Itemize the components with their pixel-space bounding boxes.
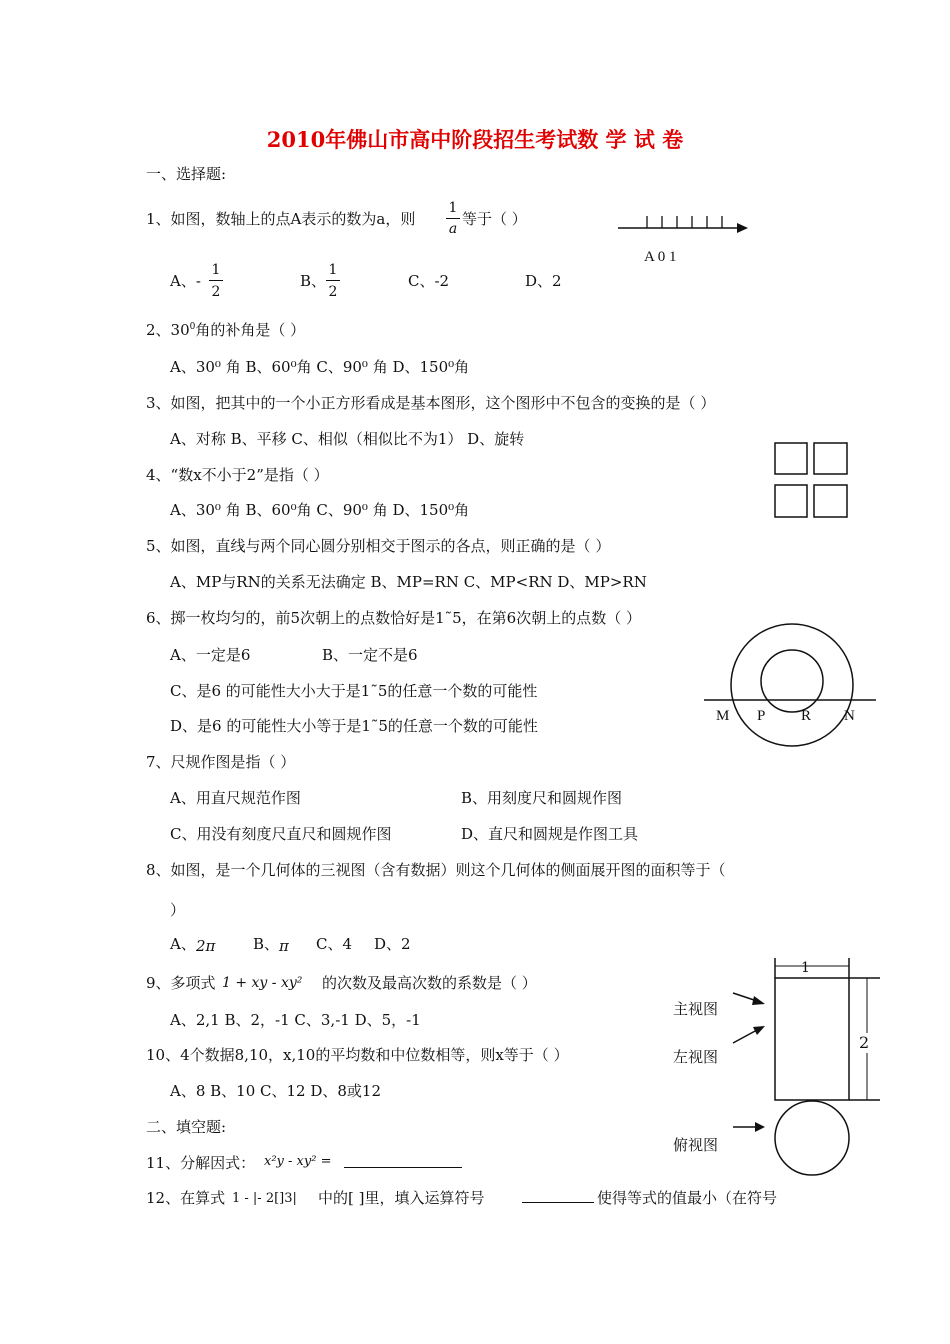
q5-options: A、MP与RN的关系无法确定 B、MP=RN C、MP<RN D、MP>RN: [170, 573, 647, 591]
q5-stem: 5、如图，直线与两个同心圆分别相交于图示的各点，则正确的是（ ）: [146, 537, 611, 555]
q9-stem-end: 的次数及最高次数的系数是（ ）: [322, 974, 537, 992]
circle-label-r: R: [801, 708, 812, 724]
q1-option-b-prefix: B、: [300, 272, 327, 290]
four-squares-figure: [775, 443, 847, 517]
circle-label-n: N: [844, 708, 855, 724]
q12-stem: 12、在算式: [146, 1189, 226, 1207]
q12-math: 1 - |- 2[]3|: [232, 1191, 297, 1206]
q1-stem-end: 等于（ ）: [462, 210, 527, 228]
q6-option-a: A、一定是6: [170, 646, 251, 664]
q8-option-b-math: π: [279, 937, 289, 955]
q12-answer-blank[interactable]: [522, 1202, 594, 1203]
q8-option-a: A、: [170, 935, 196, 953]
q10-stem: 10、4个数据8,10，x,10的平均数和中位数相等，则x等于（ ）: [146, 1046, 569, 1064]
q9-options: A、2,1 B、2，-1 C、3,-1 D、5，-1: [170, 1011, 421, 1029]
q3-options: A、对称 B、平移 C、相似（相似比不为1） D、旋转: [170, 430, 525, 448]
q9-stem: 9、多项式: [146, 974, 216, 992]
q6-option-c: C、是6 的可能性大小大于是1˜5的任意一个数的可能性: [170, 682, 538, 700]
q8-stem-end: ）: [170, 901, 186, 919]
q1-stem: 1、如图，数轴上的点A表示的数为a，则: [146, 210, 416, 228]
q7-option-d: D、直尺和圆规是作图工具: [461, 825, 639, 843]
circle-label-p: P: [757, 708, 766, 724]
concentric-circles-figure: [704, 624, 876, 746]
exam-title: 2010年佛山市高中阶段招生考试数 学 试 卷: [266, 127, 684, 152]
q12-stem-end: 使得等式的值最小（在符号: [597, 1189, 778, 1207]
dimension-height-label: 2: [859, 1033, 870, 1052]
three-views-figure: [733, 958, 880, 1175]
q8-option-a-math: 2π: [196, 937, 216, 955]
q8-option-b: B、: [253, 935, 280, 953]
q12-stem-mid: 中的[ ]里，填入运算符号: [318, 1189, 485, 1207]
q2-stem: [146, 320, 305, 340]
top-view-label: 俯视图: [673, 1136, 719, 1154]
q7-option-c: C、用没有刻度尺直尺和圆规作图: [170, 825, 392, 843]
q6-option-d: D、是6 的可能性大小等于是1˜5的任意一个数的可能性: [170, 717, 538, 735]
q6-option-b: B、一定不是6: [322, 646, 418, 664]
q3-stem: 3、如图，把其中的一个小正方形看成是基本图形，这个图形中不包含的变换的是（ ）: [146, 394, 716, 412]
q2-options: A、30⁰ 角 B、60⁰角 C、90⁰ 角 D、150⁰角: [170, 358, 470, 376]
q8-option-d: D、2: [374, 935, 411, 953]
q2-stem-end: 角的补角是（ ）: [195, 321, 306, 339]
q1-option-d: D、2: [525, 272, 562, 290]
q1-frac-num: 1: [448, 200, 458, 216]
q1-option-a-prefix: A、-: [170, 272, 201, 290]
circle-label-m: M: [716, 708, 730, 724]
dimension-width-label: 1: [801, 960, 810, 976]
q8-option-c: C、4: [316, 935, 353, 953]
q10-options: A、8 B、10 C、12 D、8或12: [170, 1082, 382, 1100]
q11-answer-blank[interactable]: [344, 1167, 462, 1168]
number-line-labels: A 0 1: [644, 249, 677, 265]
q1-frac-den: a: [448, 221, 458, 237]
q1-option-c: C、-2: [408, 272, 450, 290]
q11-stem: 11、分解因式：: [146, 1154, 256, 1172]
q6-stem: 6、掷一枚均匀的，前5次朝上的点数恰好是1˜5，在第6次朝上的点数（ ）: [146, 609, 641, 627]
q1-option-a-den: 2: [211, 284, 221, 300]
q9-math: 1 + xy - xy²: [222, 975, 303, 991]
number-line-figure: [618, 216, 748, 233]
q11-math: x²y - xy² =: [264, 1154, 332, 1169]
q4-stem: 4、“数x不小于2”是指（ ）: [146, 466, 329, 484]
q1-option-b-num: 1: [328, 262, 338, 278]
q2-stem-sup: 0: [189, 322, 196, 332]
left-view-label: 左视图: [673, 1048, 719, 1066]
q7-stem: 7、尺规作图是指（ ）: [146, 753, 296, 771]
q1-option-a-num: 1: [211, 262, 221, 278]
front-view-label: 主视图: [673, 1000, 719, 1018]
q4-options: A、30⁰ 角 B、60⁰角 C、90⁰ 角 D、150⁰角: [170, 501, 470, 519]
q1-option-b-den: 2: [328, 284, 338, 300]
q7-option-b: B、用刻度尺和圆规作图: [461, 789, 623, 807]
section-fill-heading: 二、填空题:: [146, 1118, 227, 1136]
section-choice-heading: 一、选择题:: [146, 165, 227, 183]
q8-stem: 8、如图，是一个几何体的三视图（含有数据）则这个几何体的侧面展开图的面积等于（: [146, 861, 726, 879]
q7-option-a: A、用直尺规范作图: [170, 789, 301, 807]
q2-stem-start: 2、30: [146, 321, 190, 339]
